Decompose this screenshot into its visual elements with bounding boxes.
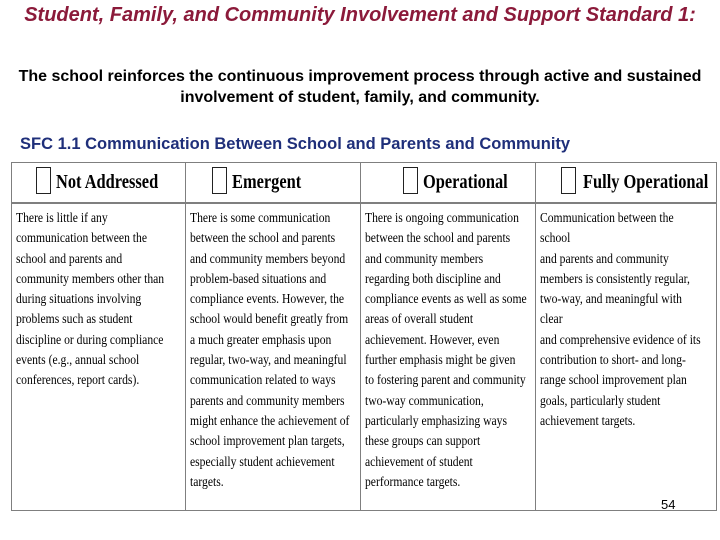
header-emergent — [186, 163, 361, 202]
emergent-description: There is some communication between the school and parents and community members beyond problem-based situations and compliance events. However, the school would benefit greatly from a much greater emphasis upon regular, two-way, and meaningful communication related to ways parents and community members might enhance the achievement of school improvement plan targets, especially student achievement targets. — [190, 211, 350, 490]
rubric-header-row — [12, 163, 716, 204]
operational-cell — [361, 204, 536, 510]
emergent-checkbox[interactable] — [212, 167, 227, 194]
header-label: Fully Operational — [583, 171, 709, 193]
header-label: Operational — [423, 171, 508, 193]
not-addressed-checkbox[interactable] — [36, 167, 51, 194]
not-addressed-cell — [12, 204, 186, 510]
fully-operational-cell — [536, 204, 716, 510]
operational-description: There is ongoing communication between the school and parents and community members regarding both discipline and compliance events as well as some areas of overall student achievement. However, even further emphasis might be given to fostering parent and community two-way communication, particularly emphasizing ways these groups can support achievement of student performance targets. — [365, 211, 527, 490]
operational-checkbox[interactable] — [403, 167, 418, 194]
header-not-addressed — [12, 163, 186, 202]
section-heading: SFC 1.1 Communication Between School and Parents and Community — [20, 135, 571, 153]
header-label: Not Addressed — [56, 171, 159, 193]
header-operational — [361, 163, 536, 202]
emergent-cell — [186, 204, 361, 510]
standard-description: The school reinforces the continuous improvement process through active and sustained involvement of student, family, and community. — [18, 68, 702, 106]
header-label: Emergent — [232, 171, 302, 193]
fully-operational-description: Communication between the school and parents and community members is consistently regular, two-way, and meaningful with clear and comprehensive evidence of its contribution to short- and long- range school improvement plan goals, particularly student achievement targets. — [540, 211, 701, 429]
header-fully-operational — [536, 163, 716, 202]
rubric-table — [11, 162, 717, 511]
page-title: Student, Family, and Community Involvement and Support Standard 1: — [24, 4, 696, 26]
not-addressed-description: There is little if any communication between the school and parents and community members other than during situations involving problems such as student discipline or during compliance events (e.g., annual school conferences, report cards). — [16, 211, 165, 389]
fully-operational-checkbox[interactable] — [561, 167, 576, 194]
rubric-body-row — [12, 204, 716, 510]
page-number: 54 — [661, 497, 676, 512]
